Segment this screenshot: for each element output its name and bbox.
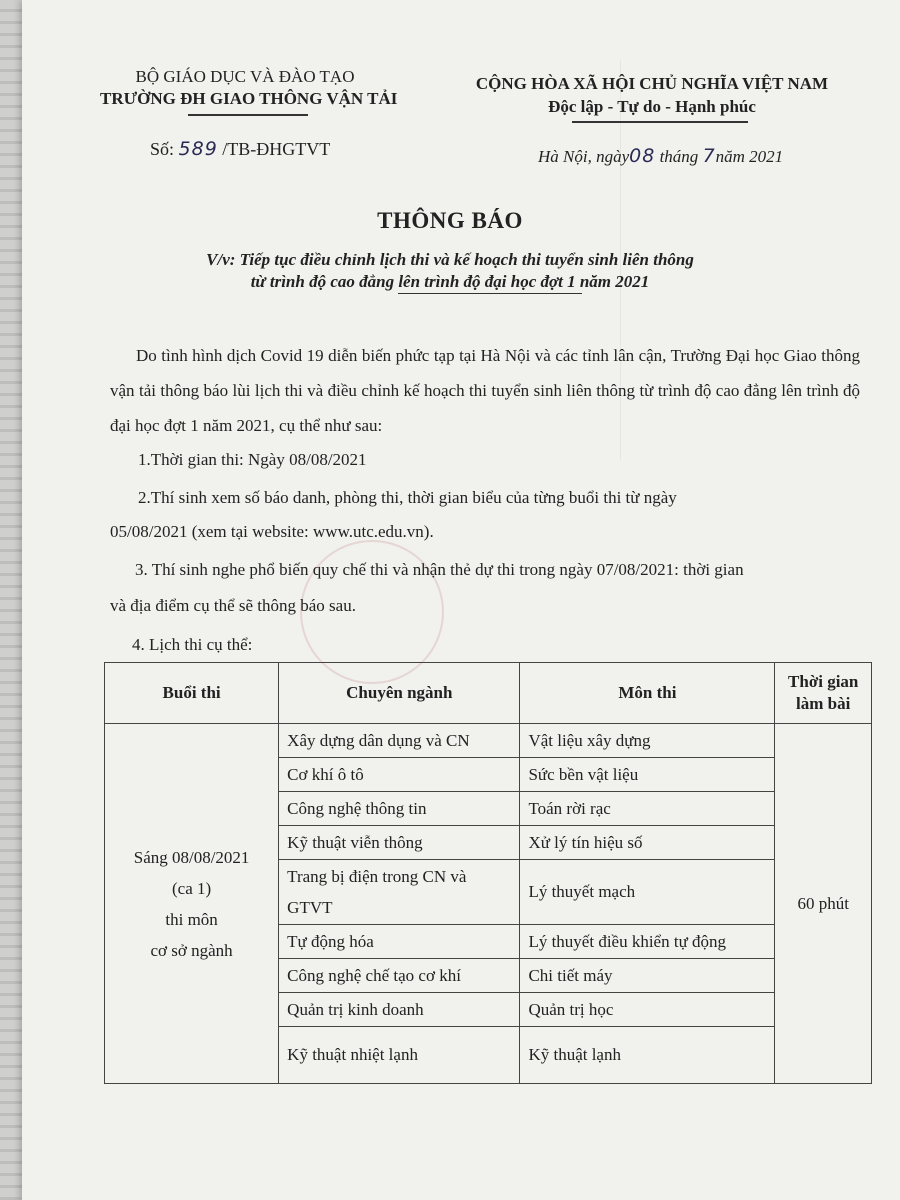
- doc-number-suffix: /TB-ĐHGTVT: [222, 139, 331, 159]
- date-day: 08: [629, 145, 656, 167]
- subject-cell: Toán rời rạc: [520, 792, 775, 826]
- table-row: [105, 724, 872, 758]
- header-major: Chuyên ngành: [279, 663, 520, 724]
- national-motto: Độc lập - Tự do - Hạnh phúc: [548, 97, 756, 116]
- major-cell: Công nghệ thông tin: [279, 792, 520, 826]
- subtitle-line2: từ trình độ cao đẳng lên trình độ đại học đợt 1 năm 2021: [250, 272, 650, 291]
- session-line1: Sáng 08/08/2021: [133, 847, 250, 867]
- doc-number-handwritten: 589: [178, 138, 218, 160]
- document-number: [150, 138, 330, 160]
- header-duration-line1: Thời gian: [788, 672, 859, 691]
- header-duration-line2: làm bài: [796, 694, 851, 713]
- subject-cell: Vật liệu xây dựng: [520, 724, 775, 758]
- exam-schedule-table: [104, 662, 872, 1084]
- major-cell: Kỹ thuật nhiệt lạnh: [279, 1027, 520, 1084]
- subtitle-underline: [398, 293, 582, 294]
- ministry-name: BỘ GIÁO DỤC VÀ ĐÀO TẠO: [135, 67, 355, 86]
- item-2-line2: 05/08/2021 (xem tại website: www.utc.edu.vn).: [110, 522, 434, 541]
- university-name: TRƯỜNG ĐH GIAO THÔNG VẬN TẢI: [100, 89, 398, 108]
- item-3-line2: và địa điểm cụ thể sẽ thông báo sau.: [110, 596, 356, 615]
- date-place: Hà Nội, ngày: [538, 147, 630, 166]
- major-cell: Trang bị điện trong CN và GTVT: [279, 860, 520, 925]
- session-line3: thi môn: [165, 909, 218, 929]
- major-cell: Xây dựng dân dụng và CN: [279, 724, 520, 758]
- major-cell: Tự động hóa: [279, 925, 520, 959]
- session-cell: [105, 724, 279, 1084]
- header-subject: Môn thi: [520, 663, 775, 724]
- date-line: [538, 145, 783, 167]
- subtitle-line1: V/v: Tiếp tục điều chỉnh lịch thi và kế hoạch thi tuyển sinh liên thông: [206, 250, 694, 269]
- header-left: [100, 66, 398, 110]
- subject-cell: Chi tiết máy: [520, 959, 775, 993]
- header-right-underline: [572, 121, 748, 123]
- binder-edge: [0, 0, 22, 1200]
- intro-paragraph: Do tình hình dịch Covid 19 diễn biến phức tạp tại Hà Nội và các tỉnh lân cận, Trường Đại học Giao thông vận tải thông báo lùi lịch thi và điều chỉnh kế hoạch thi tuyển sinh liên thông từ trình độ cao đẳng lên trình độ đại học đợt 1 năm 2021, cụ thể như sau:: [110, 346, 860, 435]
- page-title: THÔNG BÁO: [377, 208, 523, 233]
- major-cell: Quản trị kinh doanh: [279, 993, 520, 1027]
- subject-cell: Xử lý tín hiệu số: [520, 826, 775, 860]
- date-month: 7: [702, 145, 716, 167]
- item-4: 4. Lịch thi cụ thể:: [132, 635, 253, 654]
- date-month-label: tháng: [659, 147, 699, 166]
- item-1: 1.Thời gian thi: Ngày 08/08/2021: [138, 450, 367, 469]
- major-cell: Cơ khí ô tô: [279, 758, 520, 792]
- session-line4: cơ sở ngành: [150, 940, 233, 960]
- item-3-line1: 3. Thí sinh nghe phổ biến quy chế thi và nhận thẻ dự thi trong ngày 07/08/2021: thời gian: [135, 560, 744, 579]
- duration-cell: 60 phút: [775, 724, 872, 1084]
- country-name: CỘNG HÒA XÃ HỘI CHỦ NGHĨA VIỆT NAM: [475, 74, 829, 93]
- major-cell: Kỹ thuật viễn thông: [279, 826, 520, 860]
- header-session: Buổi thi: [105, 663, 279, 724]
- item-2-line1: 2.Thí sinh xem số báo danh, phòng thi, thời gian biểu của từng buổi thi từ ngày: [138, 488, 677, 507]
- header-left-underline: [188, 114, 308, 116]
- subject-cell: Sức bền vật liệu: [520, 758, 775, 792]
- subject-cell: Quản trị học: [520, 993, 775, 1027]
- subject-cell: Lý thuyết điều khiển tự động: [520, 925, 775, 959]
- header-duration: [775, 663, 872, 724]
- header-right: [462, 72, 842, 118]
- subject-cell: Lý thuyết mạch: [520, 860, 775, 925]
- session-line2: (ca 1): [172, 878, 212, 898]
- table-header-row: [105, 663, 872, 724]
- subject-cell: Kỹ thuật lạnh: [520, 1027, 775, 1084]
- date-year: năm 2021: [715, 147, 784, 166]
- major-cell: Công nghệ chế tạo cơ khí: [279, 959, 520, 993]
- doc-number-prefix: Số:: [150, 139, 175, 159]
